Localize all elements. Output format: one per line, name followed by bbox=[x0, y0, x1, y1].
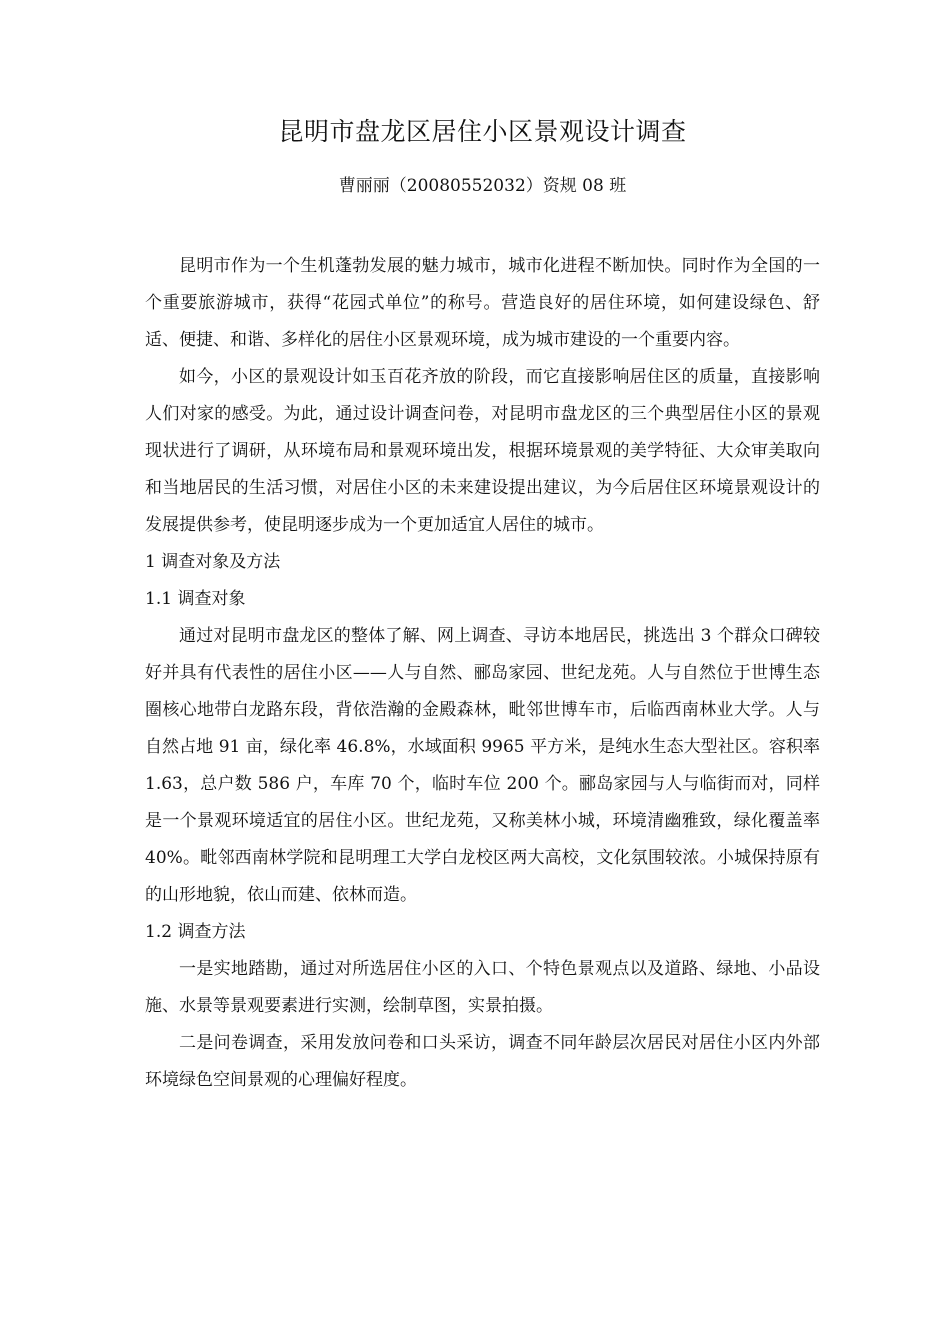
section-1-2-paragraph-1: 一是实地踏勘，通过对所选居住小区的入口、个特色景观点以及道路、绿地、小品设施、水景等景观要素进行实测，绘制草图，实景拍摄。 bbox=[145, 959, 820, 1016]
section-heading-1: 1 调查对象及方法 bbox=[145, 552, 281, 572]
section-1-2-paragraph-2: 二是问卷调查，采用发放问卷和口头采访，调查不同年龄层次居民对居住小区内外部环境绿色空间景观的心理偏好程度。 bbox=[145, 1033, 820, 1090]
document-title: 昆明市盘龙区居住小区景观设计调查 bbox=[278, 117, 687, 146]
author-line: 曹丽丽（20080552032）资规 08 班 bbox=[338, 176, 627, 196]
section-heading-1-2: 1.2 调查方法 bbox=[145, 922, 246, 942]
section-heading-1-1: 1.1 调查对象 bbox=[145, 589, 246, 609]
intro-paragraph-2: 如今，小区的景观设计如玉百花齐放的阶段，而它直接影响居住区的质量，直接影响人们对家的感受。为此，通过设计调查问卷，对昆明市盘龙区的三个典型居住小区的景观现状进行了调研，从环境布局和景观环境出发，根据环境景观的美学特征、大众审美取向和当地居民的生活习惯，对居住小区的未来建设提出建议，为今后居住区环境景观设计的发展提供参考，使昆明逐步成为一个更加适宜人居住的城市。 bbox=[145, 367, 820, 535]
section-1-1-paragraph: 通过对昆明市盘龙区的整体了解、网上调查、寻访本地居民，挑选出 3 个群众口碑较好并具有代表性的居住小区——人与自然、郦岛家园、世纪龙苑。人与自然位于世博生态圈核心地带白龙路东段，背依浩瀚的金殿森林，毗邻世博车市，后临西南林业大学。人与自然占地 91 亩，绿化率 46.8%，水域面积 9965 平方米，是纯水生态大型社区。容积率 1.63，总户数 586 户，车库 70 个，临时车位 200 个。郦岛家园与人与临街而对，同样是一个景观环境适宜的居住小区。世纪龙苑，又称美林小城，环境清幽雅致，绿化覆盖率 40%。毗邻西南林学院和昆明理工大学白龙校区两大高校，文化氛围较浓。小城保持原有的山形地貌，依山而建、依林而造。 bbox=[145, 626, 820, 905]
intro-paragraph-1: 昆明市作为一个生机蓬勃发展的魅力城市，城市化进程不断加快。同时作为全国的一个重要旅游城市，获得“花园式单位”的称号。营造良好的居住环境，如何建设绿色、舒适、便捷、和谐、多样化的居住小区景观环境，成为城市建设的一个重要内容。 bbox=[145, 256, 820, 350]
